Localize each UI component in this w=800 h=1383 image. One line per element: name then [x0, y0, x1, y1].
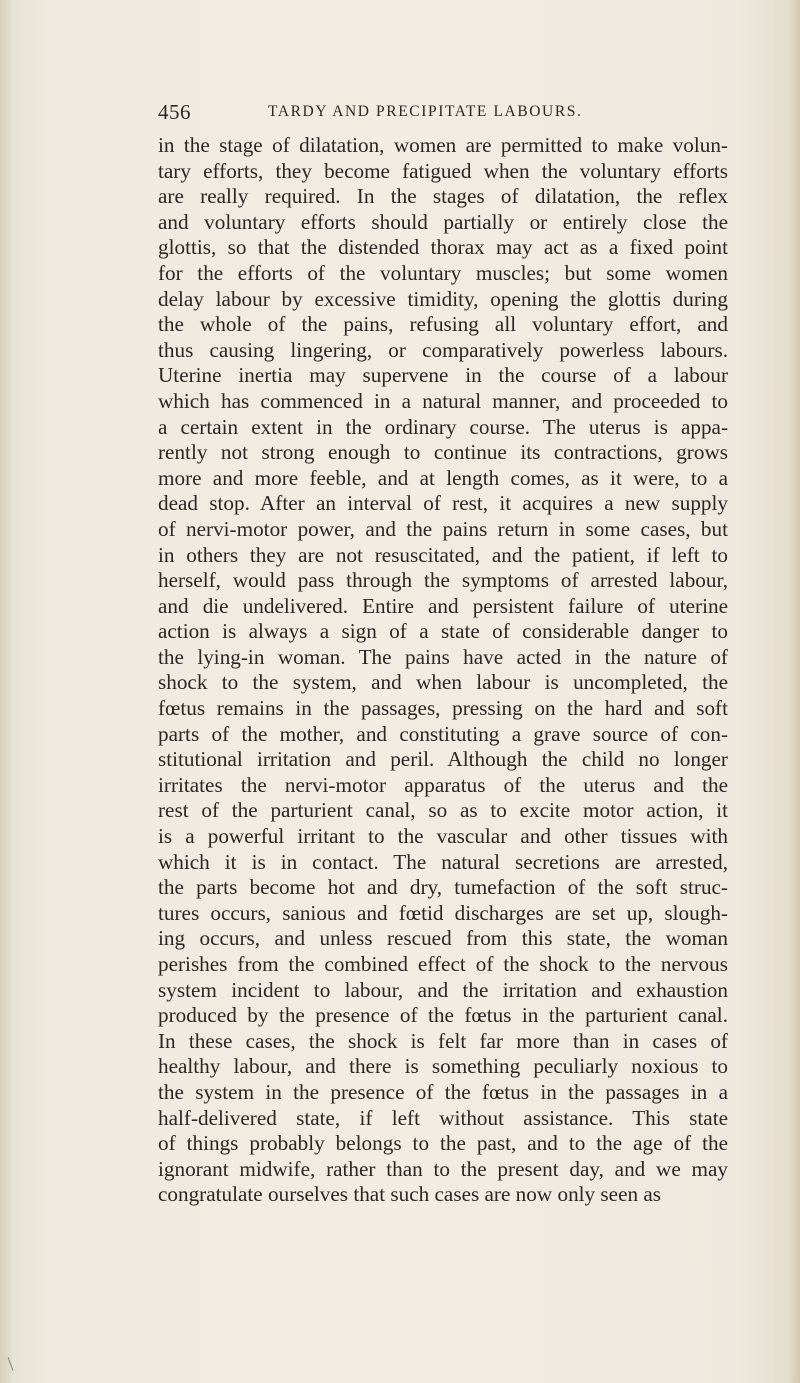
- page-number: 456: [158, 100, 191, 124]
- text-line: perishes from the combined effect of the shock to the nervous: [158, 952, 728, 976]
- text-line: action is always a sign of a state of considerable danger to: [158, 619, 728, 644]
- text-line: stitutional irritation and peril. Although the child no longer: [158, 747, 728, 772]
- text-line: parts of the mother, and constituting a grave source of con-: [158, 721, 728, 746]
- text-line: system incident to labour, and the irritation and exhaustion: [158, 977, 728, 1002]
- running-head: TARDY AND PRECIPITATE LABOURS.: [268, 103, 583, 120]
- text-line: and die undelivered. Entire and persistent failure of uterine: [158, 593, 728, 618]
- text-line: rest of the parturient canal, so as to excite motor action, it: [158, 798, 728, 823]
- text-line: congratulate ourselves that such cases are now only seen as: [158, 1182, 662, 1207]
- page-header: [158, 100, 658, 128]
- text-line: and voluntary efforts should partially or entirely close the: [158, 209, 728, 234]
- text-line: Uterine inertia may supervene in the course of a labour: [158, 363, 728, 388]
- text-line: the whole of the pains, refusing all voluntary effort, and: [158, 312, 728, 337]
- text-line: tures occurs, sanious and fœtid discharges are set up, slough-: [158, 900, 728, 925]
- text-line: in others they are not resuscitated, and the patient, if left to: [158, 542, 728, 567]
- text-line: are really required. In the stages of dilatation, the reflex: [158, 184, 728, 209]
- text-line: delay labour by excessive timidity, opening the glottis during: [158, 286, 728, 311]
- text-line: glottis, so that the distended thorax may act as a fixed point: [158, 235, 728, 260]
- text-line: the lying-in woman. The pains have acted in the nature of: [158, 644, 728, 669]
- page-gutter-shadow: [0, 0, 14, 1383]
- text-line: which has commenced in a natural manner, and proceeded to: [158, 388, 728, 413]
- text-line: of things probably belongs to the past, and to the age of the: [158, 1131, 728, 1156]
- text-line: ing occurs, and unless rescued from this state, the woman: [158, 926, 728, 951]
- text-line: half-delivered state, if left without assistance. This state: [158, 1105, 728, 1130]
- text-line: healthy labour, and there is something peculiarly noxious to: [158, 1054, 728, 1079]
- text-line: is a powerful irritant to the vascular and other tissues with: [158, 824, 728, 849]
- text-line: irritates the nervi-motor apparatus of the uterus and the: [158, 772, 728, 797]
- text-line: thus causing lingering, or comparatively powerless labours.: [158, 337, 728, 362]
- text-line: dead stop. After an interval of rest, it acquires a new supply: [158, 491, 728, 516]
- text-line: fœtus remains in the passages, pressing on the hard and soft: [158, 696, 728, 721]
- text-line: which it is in contact. The natural secretions are arrested,: [158, 849, 728, 874]
- text-line: in the stage of dilatation, women are permitted to make volun-: [158, 133, 728, 157]
- body-text: [158, 133, 728, 1208]
- text-line: more and more feeble, and at length comes, as it were, to a: [158, 465, 728, 490]
- text-line: shock to the system, and when labour is uncompleted, the: [158, 670, 728, 695]
- text-line: for the efforts of the voluntary muscles; but some women: [158, 260, 728, 285]
- text-line: a certain extent in the ordinary course. The uterus is appa-: [158, 414, 728, 439]
- text-line: of nervi-motor power, and the pains return in some cases, but: [158, 516, 728, 541]
- text-line: In these cases, the shock is felt far more than in cases of: [158, 1028, 728, 1053]
- text-line: herself, would pass through the symptoms of arrested labour,: [158, 568, 728, 593]
- text-line: rently not strong enough to continue its contractions, grows: [158, 440, 728, 465]
- text-line: tary efforts, they become fatigued when the voluntary efforts: [158, 158, 728, 183]
- text-line: the parts become hot and dry, tumefaction of the soft struc-: [158, 875, 728, 900]
- text-line: the system in the presence of the fœtus in the passages in a: [158, 1079, 728, 1104]
- page-edge-shadow: [788, 0, 800, 1383]
- text-line: produced by the presence of the fœtus in the parturient canal.: [158, 1003, 728, 1028]
- text-line: ignorant midwife, rather than to the present day, and we may: [158, 1156, 728, 1181]
